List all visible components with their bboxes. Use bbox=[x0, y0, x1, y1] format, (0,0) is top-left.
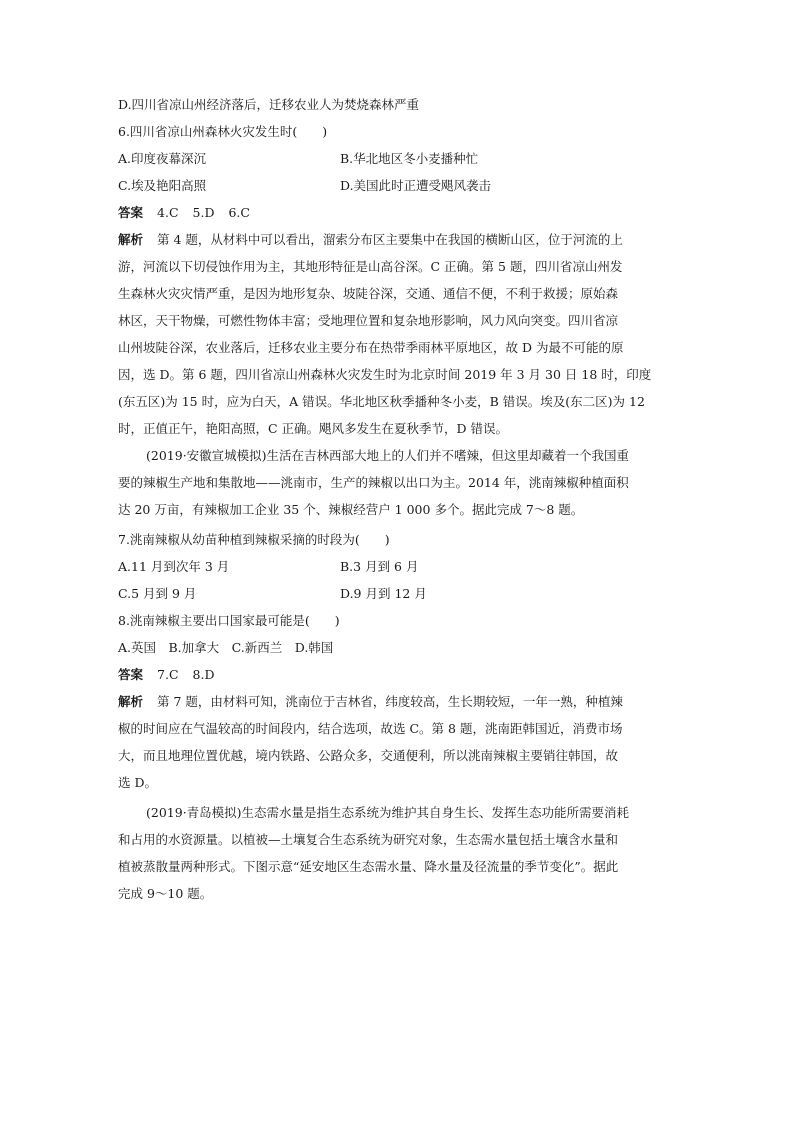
question-6-option-a: A.印度夜幕深沉 bbox=[118, 151, 207, 166]
question-8-options: A.英国 B.加拿大 C.新西兰 D.韩国 bbox=[118, 640, 334, 655]
question-7-option-a: A.11 月到次年 3 月 bbox=[118, 559, 230, 574]
explanation-2-line-4: 选 D。 bbox=[118, 775, 157, 790]
answer-line-1 bbox=[118, 203, 250, 223]
answer-label: 答案 bbox=[118, 205, 144, 220]
passage-2-line-2: 要的辣椒生产地和集散地——洮南市，生产的辣椒以出口为主。2014 年，洮南辣椒种植面积 bbox=[118, 475, 629, 490]
explanation-1-line-2: 游，河流以下切侵蚀作用为主，其地形特征是山高谷深。C 正确。第 5 题，四川省凉山州发 bbox=[118, 259, 623, 274]
question-6-option-d: D.美国此时正遭受飓风袭击 bbox=[340, 178, 492, 193]
question-6-option-b: B.华北地区冬小麦播种忙 bbox=[340, 151, 479, 166]
passage-3-line-4: 完成 9～10 题。 bbox=[118, 886, 213, 901]
answer-6: 6.C bbox=[228, 205, 250, 220]
explanation-1-line-5: 山州坡陡谷深，农业落后，迁移农业主要分布在热带季雨林平原地区，故 D 为最不可能的原 bbox=[118, 340, 624, 355]
explanation-2-line-2: 椒的时间应在气温较高的时间段内，结合选项，故选 C。第 8 题，洮南距韩国近，消费市场 bbox=[118, 721, 623, 736]
explanation-1-line-3: 生森林火灾灾情严重，是因为地形复杂、坡陡谷深，交通、通信不便，不利于救援；原始森 bbox=[118, 286, 619, 301]
explanation-1-line-4: 林区，天干物燥，可燃性物体丰富；受地理位置和复杂地形影响，风力风向突变。四川省凉 bbox=[118, 313, 619, 328]
passage-2-line-3: 达 20 万亩，有辣椒加工企业 35 个、辣椒经营户 1 000 多个。据此完成 7～8 题。 bbox=[118, 502, 584, 517]
question-6-stem: 6.四川省凉山州森林火灾发生时( ) bbox=[118, 124, 328, 139]
explanation-1-line-7: (东五区)为 15 时，应为白天，A 错误。华北地区秋季播种冬小麦，B 错误。埃及(东二区)为 12 bbox=[118, 394, 645, 409]
explanation-label: 解析 bbox=[118, 232, 144, 247]
question-7-option-c: C.5 月到 9 月 bbox=[118, 586, 197, 601]
explanation-2-line-3: 大，而且地理位置优越，境内铁路、公路众多，交通便利，所以洮南辣椒主要销往韩国，故 bbox=[118, 748, 619, 763]
question-7-stem: 7.洮南辣椒从幼苗种植到辣椒采摘的时段为( ) bbox=[118, 532, 390, 547]
question-8-stem: 8.洮南辣椒主要出口国家最可能是( ) bbox=[118, 613, 340, 628]
explanation-text: 第 4 题，从材料中可以看出，溜索分布区主要集中在我国的横断山区，位于河流的上 bbox=[157, 232, 623, 247]
passage-2-line-1: (2019·安徽宣城模拟)生活在吉林西部大地上的人们并不嗜辣，但这里却藏着一个我国重 bbox=[146, 448, 630, 463]
answer-7: 7.C bbox=[157, 667, 179, 682]
explanation-label-2: 解析 bbox=[118, 694, 144, 709]
explanation-2-line-1 bbox=[118, 692, 623, 712]
question-6-option-c: C.埃及艳阳高照 bbox=[118, 178, 207, 193]
answer-5: 5.D bbox=[192, 205, 215, 220]
answer-8: 8.D bbox=[192, 667, 215, 682]
question-7-option-b: B.3 月到 6 月 bbox=[340, 559, 419, 574]
passage-3-line-2: 和占用的水资源量。以植被—土壤复合生态系统为研究对象，生态需水量包括土壤含水量和 bbox=[118, 832, 619, 847]
explanation-1-line-6: 因，选 D。第 6 题，四川省凉山州森林火灾发生时为北京时间 2019 年 3 月 30 日 18 时，印度 bbox=[118, 367, 652, 382]
question-7-option-d: D.9 月到 12 月 bbox=[340, 586, 427, 601]
answer-label-2: 答案 bbox=[118, 667, 144, 682]
answer-4: 4.C bbox=[157, 205, 179, 220]
explanation-1-line-1 bbox=[118, 230, 623, 250]
explanation-1-line-8: 时，正值正午，艳阳高照，C 正确。飓风多发生在夏秋季节，D 错误。 bbox=[118, 421, 509, 436]
passage-3-line-1: (2019·青岛模拟)生态需水量是指生态系统为维护其自身生长、发挥生态功能所需要消耗 bbox=[146, 805, 630, 820]
explanation-2-text: 第 7 题，由材料可知，洮南位于吉林省，纬度较高，生长期较短，一年一熟，种植辣 bbox=[157, 694, 623, 709]
option-d-prev: D.四川省凉山州经济落后，迁移农业人为焚烧森林严重 bbox=[118, 97, 420, 112]
answer-line-2 bbox=[118, 665, 214, 685]
passage-3-line-3: 植被蒸散量两种形式。下图示意“延安地区生态需水量、降水量及径流量的季节变化”。据此 bbox=[118, 859, 619, 874]
